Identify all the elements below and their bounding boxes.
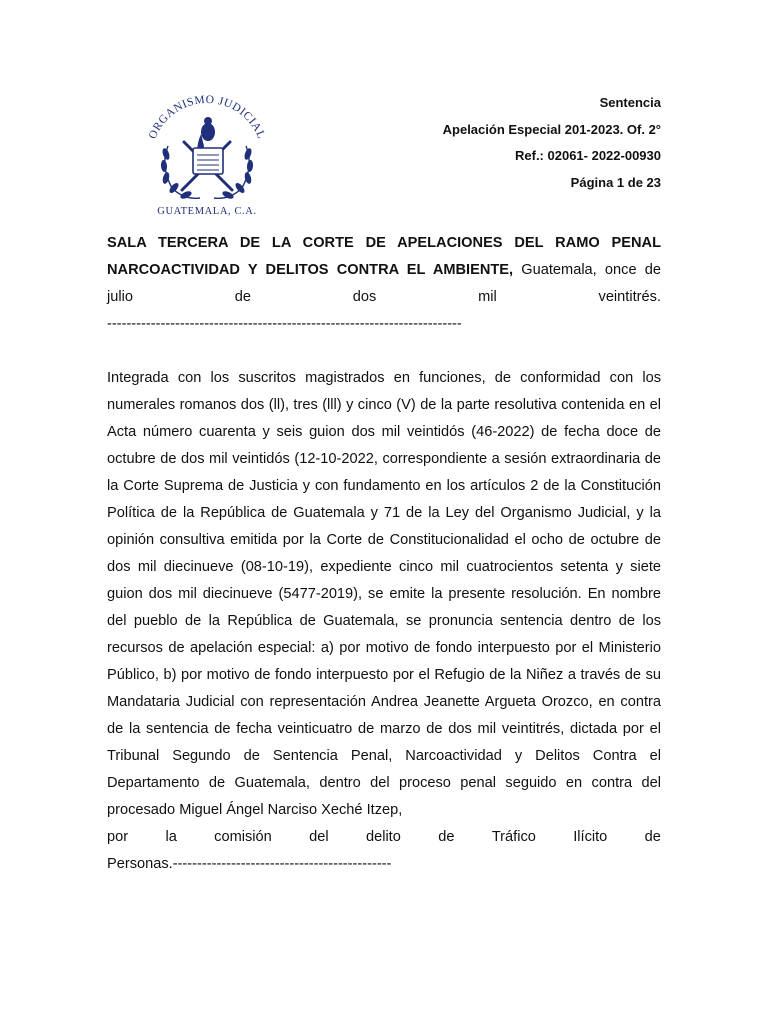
last-line-word: Tráfico [491, 829, 536, 845]
last-line-word: comisión [214, 829, 272, 845]
last-line-word: por [107, 829, 129, 845]
last-line-word: la [165, 829, 177, 845]
page-indicator: Página 1 de 23 [570, 174, 661, 190]
court-name-line2 [107, 257, 661, 284]
location-date-start: Guatemala, once de [513, 262, 661, 278]
date-word: julio [107, 289, 133, 305]
separator-line: ------------------------------------------------------------------------- [107, 316, 462, 332]
last-line-word: del [309, 829, 329, 845]
court-name-line1: SALA TERCERA DE LA CORTE DE APELACIONES DEL RAMO PENAL [107, 235, 661, 251]
last-line-word: Ilícito [573, 829, 608, 845]
last-line-word: de [644, 829, 661, 845]
date-word: de [234, 289, 251, 305]
document-body [107, 230, 661, 878]
seal-emblem-icon [138, 84, 276, 218]
document-type: Sentencia [599, 95, 661, 110]
date-line [107, 284, 661, 311]
paragraph-closing-line: Personas.--------------------------------------------- [107, 856, 392, 872]
date-word: dos [352, 289, 377, 305]
seal-top-text: ORGANISMO JUDICIAL [146, 93, 268, 141]
reference-number: Ref.: 02061- 2022-00930 [515, 148, 661, 163]
date-word: veintitrés. [598, 289, 661, 305]
paragraph-last-line [107, 824, 661, 851]
organismo-judicial-seal [138, 84, 276, 218]
date-word: mil [478, 289, 497, 305]
document-header [443, 90, 661, 196]
seal-bottom-text: GUATEMALA, C.A. [157, 206, 257, 217]
last-line-word: de [438, 829, 455, 845]
court-name-continued: NARCOACTIVIDAD Y DELITOS CONTRA EL AMBIENTE, [107, 262, 514, 278]
last-line-word: delito [365, 829, 401, 845]
case-number: Apelación Especial 201-2023. Of. 2° [442, 121, 661, 137]
main-paragraph: Integrada con los suscritos magistrados en funciones, de conformidad con los numerales romanos dos (ll), tres (lll) y cinco (V) de la parte resolutiva contenida en el Acta número cuarenta y seis guion dos mil veintidós (46-2022) de fecha doce de octubre de dos mil veintidós (12-10-2022, correspondiente a sesión extraordinaria de la Corte Suprema de Justicia y con fundamento en los artículos 2 de la Constitución Política de la República de Guatemala y 71 de la Ley del Organismo Judicial, y la opinión consultiva emitida por la Corte de Constitucionalidad el ocho de octubre de dos mil diecinueve (08-10-19), expediente cinco mil cuatrocientos setenta y siete guion dos mil diecinueve (5477-2019), se emite la presente resolución. En nombre del pueblo de la República de Guatemala, se pronuncia sentencia dentro de los recursos de apelación especial: a) por motivo de fondo interpuesto por el Ministerio Público, b) por motivo de fondo interpuesto por el Refugio de la Niñez a través de su Mandataria Judicial con representación Andrea Jeanette Argueta Orozco, en contra de la sentencia de fecha veinticuatro de marzo de dos mil veintitrés, dictada por el Tribunal Segundo de Sentencia Penal, Narcoactividad y Delitos Contra el Departamento de Guatemala, dentro del proceso penal seguido en contra del procesado Miguel Ángel Narciso Xeché Itzep, [107, 370, 661, 818]
